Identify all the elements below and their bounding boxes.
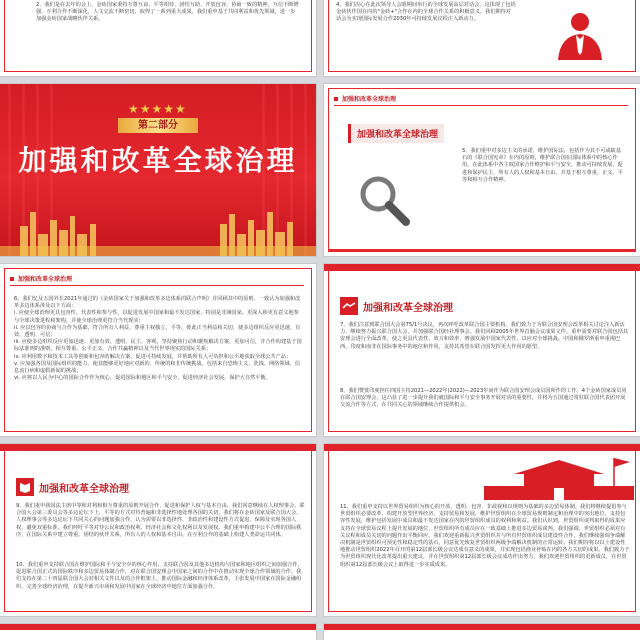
- list-item: i. 应使全球治理更具包容性、代表性和参与性，以促进发展中国家和最不发达国家，特别是非洲国家，更深入和更有意义地参与全球决策进程和架构，并使全球治理更符合当代现实；: [14, 310, 299, 324]
- list-item: ii. 应以包容的协商与合作为基础，符合所有人利益，尊重主权独立、平等、彼此正当利益和关切，使多边组织反应更迅速、有效、透明、可信；: [14, 324, 301, 339]
- person-icon: [550, 8, 610, 68]
- slide-header: 加强和改革全球治理: [10, 274, 72, 283]
- tiananmen-icon: [484, 456, 634, 500]
- slide-section-title: [0, 84, 316, 256]
- slide-9-partial: [0, 624, 316, 640]
- slide-4: [324, 84, 640, 256]
- paragraph: 2、我们是在去年的会上，金砖国家秉持互尊互谅、平等相待、团结互助、开放包容、协商一致的精神，互信不断增强，互利合作不断深化，人文交流不断密切，取得了一系列重大成果。我们重申基于共同利益和优先领域，进一步加强金砖国家战略伙伴关系。: [36, 2, 299, 23]
- slide-1: [0, 0, 316, 76]
- handshake-icon: [340, 297, 358, 315]
- paragraph: 10、我们重申支持联合国在维护国际和平与安全中的核心作用，支持联合国及其他多边机构与国家和地区组织之间加强合作，促进联合国正式的国际秩序和多边贸易体制合作，对在联合国安理会中国家之间的合作中在推动实现全球合作领域的合作。我们支持在第二十四届联合国大会对相关文件以及的合作框架上，推动国际金融和经济体系改革，主张发展中国家在国际金融组织、完善全球经济治理，在提升新兴市场和发展中国家在全球经济中地位方面加强合作。: [16, 562, 303, 590]
- magnifier-icon: [354, 170, 414, 230]
- slide-2: [324, 0, 640, 76]
- slide-5: [0, 264, 316, 436]
- list-item: vi. 应将以人民为中心的国际合作作为核心，促进国际和地区和平与安全，促进经济社会发展，保护大自然平衡。: [14, 375, 271, 382]
- slide-8: [324, 444, 640, 616]
- paragraph: 11、我们重申支持以世界贸易组织为核心的开放、透明、包容、非歧视和以规则为基础的多边贸易体制。我们将继续提倡参与世贸组织必要改革，构建开放型世界经济，支持贸易和发展，维护世贸组织在全球贸易规则制定和治理中的突出地位，支持包容性发展，维护包括发展中成员和最不发达国家在内的世贸组织成员的权利和利益。我们认识到，世贸组织谈判取得的成果应支持在全球贸易议程上提升发展的地位，世贸组织所有成员应在一致基础上推进多边贸易谈判。我们强调，世贸组织必须对有关议程和成员关切的问题作出平衡回应，我们欢迎重新振兴世贸组织并与所有世贸组织成员建设性合作。我们继续强调争端解决机制是世贸组织可预见性和稳定性的基石，同意优先恢复世贸组织两级争端解决机制的正常运转。我们期待将以以上建设性地推动世贸组织2022年召开的第12届部长级会议达成有意义的成果，并实现包括渔业补贴在内的各方关切的成果。我们致力于为世贸组织现代化改革提出重大建议，并在世贸组织第12届部长级会议成功作出努力，我们欢迎世贸组织的更新成员，在世贸组织第12届部长级会议上取得进一步实质成果。: [340, 504, 630, 568]
- slide-7: [0, 444, 316, 616]
- paragraph: 4、我们决心在此次领导人会晤期间举行的全球发展高层对话会，这体现了包括金砖伙伴国在内的"金砖+"合作在内的全球合作关系的积极意义。我们期待对话会为实现国际发展合作2030年可持续发展议程注入新动力。: [336, 2, 516, 23]
- numbered-list: [14, 296, 304, 382]
- section-tag: 加强和改革全球治理: [340, 297, 453, 315]
- section-tag: 加强和改革全球治理: [348, 124, 444, 143]
- footer-stripe: [328, 249, 636, 252]
- paragraph: 7、我们注意到联合国大会第75/1号决议，再次呼吁改革联合国主要机构。我们致力于为联合国安理会改革相关讨论注入新活力，继续努力振兴联合国大会，并加强联合国经社理事会。我们回顾2005年世界首脑会议成果文件，重申需要对联合国包括其安理会进行全面改革，使之更具代表性、效力和效率，增强发展中国家代表性，以应对全球挑战。中国和俄罗斯重申重视巴西、印度和南非在国际事务中的地位和作用，支持其希望在联合国发挥更大作用的愿望。: [340, 322, 629, 350]
- list-item: 6、我们忆及五国外长2021年通过的《金砖国家关于加强和改革多边体系的联合声明》并回顾其中的原则，一致认为加强和改革多边体系涉及以下方面：: [14, 296, 301, 310]
- paragraph: 9、我们重申我国法主席中等和对利和相互尊重的原则开展合作，促进和保护人权与基本自由。我们同意继续在人权理事会、联合国大会第三委员会等多边论坛下上，平等的方式对待普遍和非选择性地处理各国的关切。我们将在金砖国家及联合国大会、人权理事会等多边论坛下共同关心的问题加强合作，认为需要以非选择性、非政治性和建设性方式促进、保障及实现各国人权，避免双重标准，我们呼吁平等对待公民和政治权利、经济社会和文化权利以及发展权。我们重申构建中公平合理的国际秩序，在国际关系中建立尊重、团结的伙伴关系，所有人的人权和基本自由。在互利合作的基础上构建人类命运共同体。: [16, 503, 305, 538]
- book-icon: [16, 478, 34, 496]
- flag-icon: [614, 458, 630, 467]
- stars: ★★★★★: [128, 102, 187, 116]
- slide-10-partial: [324, 624, 640, 640]
- list-item: iii. 应使多边组织反应更加迅速、更加有效、透明、民主、客观、坚持聚焦行动和聚焦解决方案，更加可信，并合作构建基于国际法准则的准则，相互尊重、公平正义、合作共赢精神以及当代世界现实的国际关系；: [14, 339, 302, 353]
- list-item: iv. 应利用数字和技术工具等创新和包容的解决方案，促进可持续发展，并帮助所有人可负担和公平地获取全球公共产品；: [14, 353, 292, 360]
- section-tag: 加强和改革全球治理: [16, 478, 129, 496]
- slide-6: [324, 264, 640, 436]
- slide-header: 加强和改革全球治理: [334, 94, 396, 103]
- paragraph: 8、我们赞赏印度担任四国主持2021—2022年(2022)—2023年间作为联合国安理会成员国所作的工作。4个金砖国家成员同在联合国安理会，这凸显了进一步提升我们就国际和平与安全事务开展对话的重要性，并将为五国通过常驻联合国代表团开展交流合作等方式，在共同关心的领域继续合作提供机会。: [340, 388, 627, 409]
- section-part-label: 第二部分: [118, 118, 198, 133]
- paragraph: 5、我们重申对多边主义的承诺，维护国际法，包括作为其不可或缺基石的《联合国宪章》在内的原则，维护联合国在国际体系中的核心作用。在此体系中各主权国家合作维护和平与安全，推动可持续发展，促进和保护民主、所有人的人权和基本自由，并基于相互尊重、正义、平等和相互合作精神。: [462, 148, 623, 183]
- list-item: v. 应加强各国及国际组织的能力，使其能够更好地应对新的、传统的和非传统挑战，包括来自恐怖主义、洗钱、网络领域、信息流行病和虚假新闻的挑战；: [14, 360, 301, 375]
- section-title: 加强和改革全球治理: [18, 144, 298, 177]
